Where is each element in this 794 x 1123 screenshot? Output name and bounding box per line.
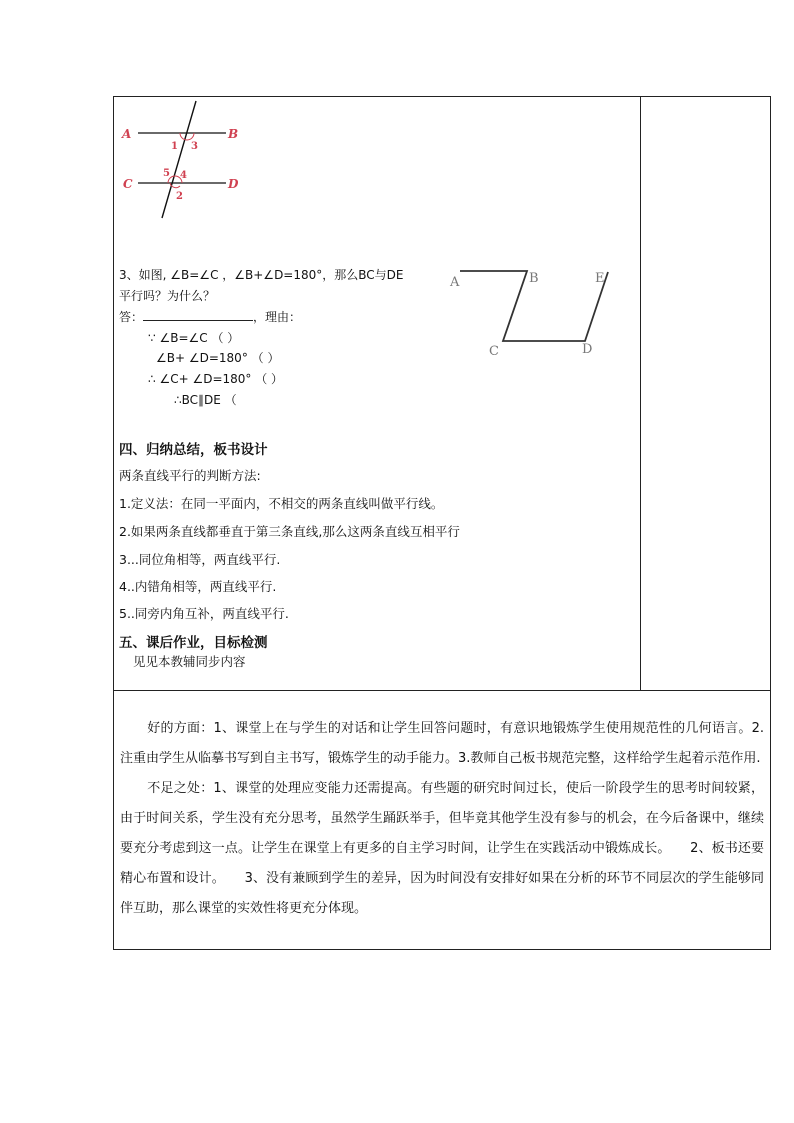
- parallel-lines-figure: [118, 98, 248, 223]
- angle-label-5: 5: [163, 168, 170, 179]
- method-item-4: 4..内错角相等，两直线平行.: [119, 579, 277, 594]
- zigzag-label-B: B: [529, 271, 539, 286]
- angle-label-2: 2: [176, 191, 183, 202]
- reflection-text: [120, 714, 764, 924]
- zigzag-label-C: C: [489, 344, 499, 359]
- label-B: B: [228, 127, 239, 141]
- label-C: C: [123, 177, 133, 191]
- section4-intro: 两条直线平行的判断方法:: [119, 468, 261, 483]
- zigzag-label-A: A: [450, 275, 460, 290]
- question3-line2: 平行吗？为什么？: [119, 289, 216, 303]
- label-A: A: [122, 127, 132, 141]
- proof-step-2: ∠B+ ∠D=180° （ ）: [156, 351, 280, 365]
- zigzag-label-E: E: [595, 271, 605, 286]
- question3-line1: 3、如图, ∠B=∠C ，∠B+∠D=180°，那么BC与DE: [119, 268, 404, 282]
- method-item-1: 1.定义法：在同一平面内，不相交的两条直线叫做平行线。: [119, 496, 444, 511]
- section5-content: 见见本教辅同步内容: [133, 654, 246, 669]
- table-column-divider: [640, 96, 641, 690]
- reflection-good: 好的方面：1、课堂上在与学生的对话和让学生回答问题时，有意识地锻炼学生使用规范性的几何语言。2.注重由学生从临摹书写到自主书写，锻炼学生的动手能力。3.教师自己板书规范完整，这样给学生起着示范作用.: [120, 721, 764, 766]
- proof-step-4: ∴BC∥DE （: [174, 393, 237, 407]
- method-item-3: 3...同位角相等，两直线平行.: [119, 552, 281, 567]
- proof-step-1: ∵ ∠B=∠C （ ）: [148, 331, 240, 345]
- method-item-2: 2.如果两条直线都垂直于第三条直线,那么这两条直线互相平行: [119, 524, 460, 539]
- angle-label-4: 4: [180, 170, 187, 181]
- label-D: D: [228, 177, 239, 191]
- answer-line: [119, 308, 301, 325]
- method-item-5: 5..同旁内角互补，两直线平行.: [119, 606, 289, 621]
- answer-blank[interactable]: [143, 308, 253, 321]
- section5-heading: 五、课后作业，目标检测: [119, 635, 268, 651]
- proof-step-3: ∴ ∠C+ ∠D=180° （ ）: [148, 372, 284, 386]
- angle-label-3: 3: [191, 141, 198, 152]
- answer-suffix: ，理由：: [253, 310, 302, 324]
- section4-heading: 四、归纳总结，板书设计: [119, 442, 268, 458]
- table-row-divider: [113, 690, 771, 691]
- reflection-bad: 不足之处：1、课堂的处理应变能力还需提高。有些题的研究时间过长，使后一阶段学生的思考时间较紧，由于时间关系，学生没有充分思考，虽然学生踊跃举手，但毕竟其他学生没有参与的机会，在今后备课中，继续要充分考虑到这一点。让学生在课堂上有更多的自主学习时间，让学生在实践活动中锻炼成长。 2、板书还要精心布置和设计。 3、没有兼顾到学生的差异，因为时间没有安排好如果在分析的环节不同层次的学生能够同伴互助，那么课堂的实效性将更充分体现。: [120, 781, 764, 916]
- answer-prefix: 答：: [119, 310, 144, 324]
- angle-label-1: 1: [171, 141, 178, 152]
- zigzag-figure: [445, 260, 620, 360]
- zigzag-label-D: D: [582, 342, 593, 357]
